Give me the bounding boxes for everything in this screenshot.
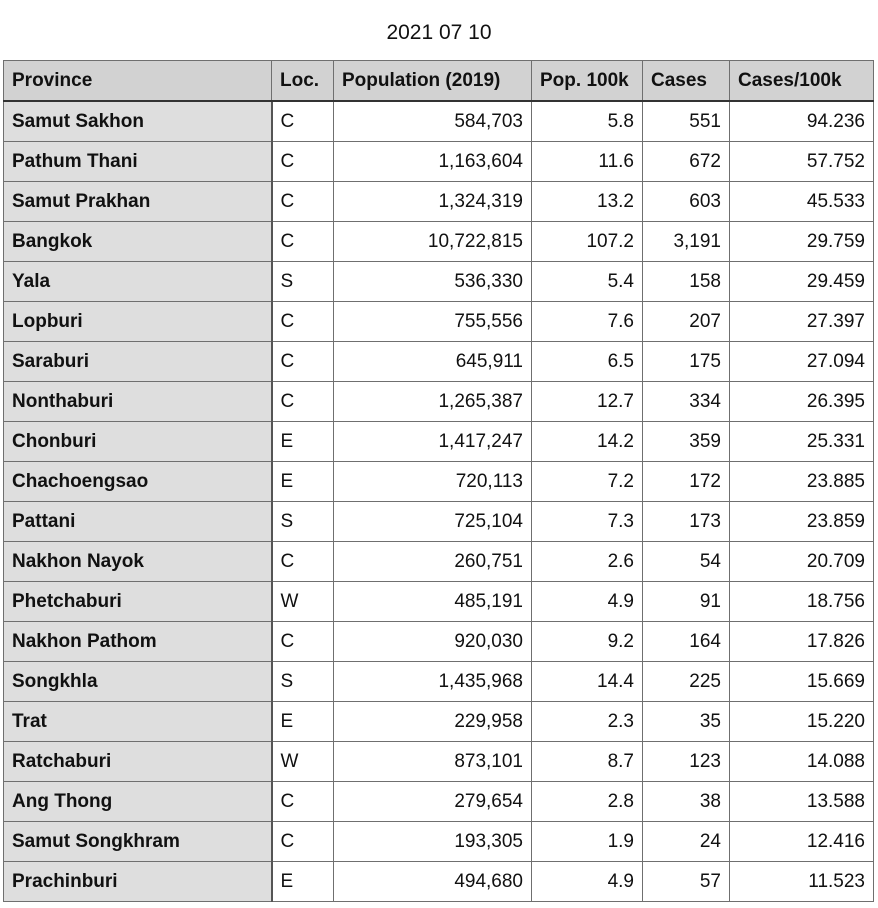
cell-pop-100k[interactable]: 1.9 — [532, 822, 643, 862]
cell-cases[interactable]: 175 — [643, 342, 730, 382]
cell-province[interactable]: Samut Sakhon — [4, 101, 272, 142]
cell-pop-100k[interactable]: 2.6 — [532, 542, 643, 582]
cell-province[interactable]: Pattani — [4, 502, 272, 542]
cell-cases-per-100k[interactable]: 27.397 — [730, 302, 874, 342]
cell-location[interactable]: C — [272, 342, 334, 382]
cell-province[interactable]: Chonburi — [4, 422, 272, 462]
cell-cases-per-100k[interactable]: 23.859 — [730, 502, 874, 542]
cell-cases[interactable]: 123 — [643, 742, 730, 782]
cell-province[interactable]: Songkhla — [4, 662, 272, 702]
cell-pop-100k[interactable]: 4.9 — [532, 582, 643, 622]
cell-cases[interactable]: 164 — [643, 622, 730, 662]
cell-pop-100k[interactable]: 7.6 — [532, 302, 643, 342]
header-cases[interactable]: Cases — [643, 61, 730, 102]
cell-location[interactable]: C — [272, 182, 334, 222]
cell-cases[interactable]: 173 — [643, 502, 730, 542]
cell-province[interactable]: Bangkok — [4, 222, 272, 262]
cell-population[interactable]: 485,191 — [334, 582, 532, 622]
cell-cases-per-100k[interactable]: 29.459 — [730, 262, 874, 302]
header-pop-100k[interactable]: Pop. 100k — [532, 61, 643, 102]
table-row — [4, 182, 874, 222]
table-row — [4, 582, 874, 622]
cell-cases-per-100k[interactable]: 23.885 — [730, 462, 874, 502]
cell-province[interactable]: Nakhon Nayok — [4, 542, 272, 582]
cell-population[interactable]: 873,101 — [334, 742, 532, 782]
cell-location[interactable]: C — [272, 142, 334, 182]
cell-province[interactable]: Ratchaburi — [4, 742, 272, 782]
table-row — [4, 422, 874, 462]
cell-pop-100k[interactable]: 2.8 — [532, 782, 643, 822]
cell-cases[interactable]: 24 — [643, 822, 730, 862]
cell-location[interactable]: C — [272, 222, 334, 262]
cell-location[interactable]: C — [272, 822, 334, 862]
cell-location[interactable]: S — [272, 262, 334, 302]
cell-location[interactable]: E — [272, 422, 334, 462]
cell-cases[interactable]: 57 — [643, 862, 730, 902]
cell-province[interactable]: Samut Prakhan — [4, 182, 272, 222]
cell-population[interactable]: 584,703 — [334, 101, 532, 142]
cell-population[interactable]: 720,113 — [334, 462, 532, 502]
table-row — [4, 702, 874, 742]
cell-pop-100k[interactable]: 13.2 — [532, 182, 643, 222]
cell-cases-per-100k[interactable]: 15.669 — [730, 662, 874, 702]
header-province[interactable]: Province — [4, 61, 272, 102]
cell-pop-100k[interactable]: 6.5 — [532, 342, 643, 382]
cell-cases[interactable]: 359 — [643, 422, 730, 462]
cell-cases[interactable]: 35 — [643, 702, 730, 742]
cell-population[interactable]: 193,305 — [334, 822, 532, 862]
cell-cases[interactable]: 54 — [643, 542, 730, 582]
cell-cases-per-100k[interactable]: 27.094 — [730, 342, 874, 382]
table-row — [4, 342, 874, 382]
cell-province[interactable]: Prachinburi — [4, 862, 272, 902]
cell-cases-per-100k[interactable]: 15.220 — [730, 702, 874, 742]
cell-population[interactable]: 725,104 — [334, 502, 532, 542]
table-row — [4, 142, 874, 182]
cell-cases-per-100k[interactable]: 12.416 — [730, 822, 874, 862]
cell-cases-per-100k[interactable]: 18.756 — [730, 582, 874, 622]
cell-population[interactable]: 1,417,247 — [334, 422, 532, 462]
cell-cases[interactable]: 551 — [643, 101, 730, 142]
cell-location[interactable]: W — [272, 742, 334, 782]
cell-pop-100k[interactable]: 2.3 — [532, 702, 643, 742]
table-row — [4, 742, 874, 782]
cell-location[interactable]: E — [272, 462, 334, 502]
cell-cases-per-100k[interactable]: 45.533 — [730, 182, 874, 222]
table-row — [4, 262, 874, 302]
cell-location[interactable]: C — [272, 302, 334, 342]
cell-cases-per-100k[interactable]: 94.236 — [730, 101, 874, 142]
cell-population[interactable]: 645,911 — [334, 342, 532, 382]
cell-cases-per-100k[interactable]: 14.088 — [730, 742, 874, 782]
cell-location[interactable]: E — [272, 862, 334, 902]
cell-location[interactable]: C — [272, 101, 334, 142]
table-title: 2021 07 10 — [386, 21, 492, 44]
cell-pop-100k[interactable]: 12.7 — [532, 382, 643, 422]
header-population[interactable]: Population (2019) — [334, 61, 532, 102]
cell-population[interactable]: 229,958 — [334, 702, 532, 742]
cell-cases-per-100k[interactable]: 57.752 — [730, 142, 874, 182]
cell-cases[interactable]: 158 — [643, 262, 730, 302]
cell-province[interactable]: Saraburi — [4, 342, 272, 382]
cell-population[interactable]: 494,680 — [334, 862, 532, 902]
cell-province[interactable]: Lopburi — [4, 302, 272, 342]
cell-cases[interactable]: 91 — [643, 582, 730, 622]
cell-cases-per-100k[interactable]: 29.759 — [730, 222, 874, 262]
table-row — [4, 502, 874, 542]
table-row — [4, 622, 874, 662]
cell-population[interactable]: 279,654 — [334, 782, 532, 822]
cell-population[interactable]: 1,163,604 — [334, 142, 532, 182]
cell-cases[interactable]: 225 — [643, 662, 730, 702]
cell-cases-per-100k[interactable]: 13.588 — [730, 782, 874, 822]
cell-province[interactable]: Phetchaburi — [4, 582, 272, 622]
cell-cases-per-100k[interactable]: 17.826 — [730, 622, 874, 662]
province-cases-table — [3, 60, 874, 902]
cell-location[interactable]: S — [272, 662, 334, 702]
cell-cases[interactable]: 603 — [643, 182, 730, 222]
cell-location[interactable]: E — [272, 702, 334, 742]
table-row — [4, 662, 874, 702]
cell-pop-100k[interactable]: 5.4 — [532, 262, 643, 302]
cell-cases[interactable]: 172 — [643, 462, 730, 502]
table-row — [4, 822, 874, 862]
table-row — [4, 302, 874, 342]
cell-province[interactable]: Ang Thong — [4, 782, 272, 822]
table-row — [4, 222, 874, 262]
table-row — [4, 462, 874, 502]
cell-cases[interactable]: 207 — [643, 302, 730, 342]
cell-province[interactable]: Nonthaburi — [4, 382, 272, 422]
cell-population[interactable]: 1,265,387 — [334, 382, 532, 422]
cell-pop-100k[interactable]: 9.2 — [532, 622, 643, 662]
cell-province[interactable]: Samut Songkhram — [4, 822, 272, 862]
cell-pop-100k[interactable]: 14.2 — [532, 422, 643, 462]
cell-cases-per-100k[interactable]: 25.331 — [730, 422, 874, 462]
cell-province[interactable]: Chachoengsao — [4, 462, 272, 502]
cell-cases[interactable]: 334 — [643, 382, 730, 422]
cell-location[interactable]: S — [272, 502, 334, 542]
cell-cases-per-100k[interactable]: 20.709 — [730, 542, 874, 582]
table-row — [4, 542, 874, 582]
cell-pop-100k[interactable]: 14.4 — [532, 662, 643, 702]
cell-pop-100k[interactable]: 107.2 — [532, 222, 643, 262]
cell-pop-100k[interactable]: 4.9 — [532, 862, 643, 902]
cell-pop-100k[interactable]: 11.6 — [532, 142, 643, 182]
cell-location[interactable]: C — [272, 782, 334, 822]
cell-cases[interactable]: 672 — [643, 142, 730, 182]
table-row — [4, 101, 874, 142]
cell-population[interactable]: 920,030 — [334, 622, 532, 662]
cell-cases-per-100k[interactable]: 26.395 — [730, 382, 874, 422]
cell-population[interactable]: 1,435,968 — [334, 662, 532, 702]
header-cases-per-100k[interactable]: Cases/100k — [730, 61, 874, 102]
cell-population[interactable]: 1,324,319 — [334, 182, 532, 222]
cell-pop-100k[interactable]: 5.8 — [532, 101, 643, 142]
cell-pop-100k[interactable]: 7.3 — [532, 502, 643, 542]
cell-province[interactable]: Pathum Thani — [4, 142, 272, 182]
cell-population[interactable]: 10,722,815 — [334, 222, 532, 262]
table-row — [4, 862, 874, 902]
table-row — [4, 782, 874, 822]
cell-province[interactable]: Trat — [4, 702, 272, 742]
cell-population[interactable]: 536,330 — [334, 262, 532, 302]
cell-population[interactable]: 260,751 — [334, 542, 532, 582]
header-row — [4, 61, 874, 102]
cell-province[interactable]: Nakhon Pathom — [4, 622, 272, 662]
cell-pop-100k[interactable]: 7.2 — [532, 462, 643, 502]
header-location[interactable]: Loc. — [272, 61, 334, 102]
cell-cases[interactable]: 38 — [643, 782, 730, 822]
cell-location[interactable]: C — [272, 542, 334, 582]
cell-location[interactable]: C — [272, 382, 334, 422]
cell-location[interactable]: C — [272, 622, 334, 662]
cell-cases[interactable]: 3,191 — [643, 222, 730, 262]
table-row — [4, 382, 874, 422]
cell-cases-per-100k[interactable]: 11.523 — [730, 862, 874, 902]
cell-pop-100k[interactable]: 8.7 — [532, 742, 643, 782]
cell-population[interactable]: 755,556 — [334, 302, 532, 342]
cell-province[interactable]: Yala — [4, 262, 272, 302]
cell-location[interactable]: W — [272, 582, 334, 622]
